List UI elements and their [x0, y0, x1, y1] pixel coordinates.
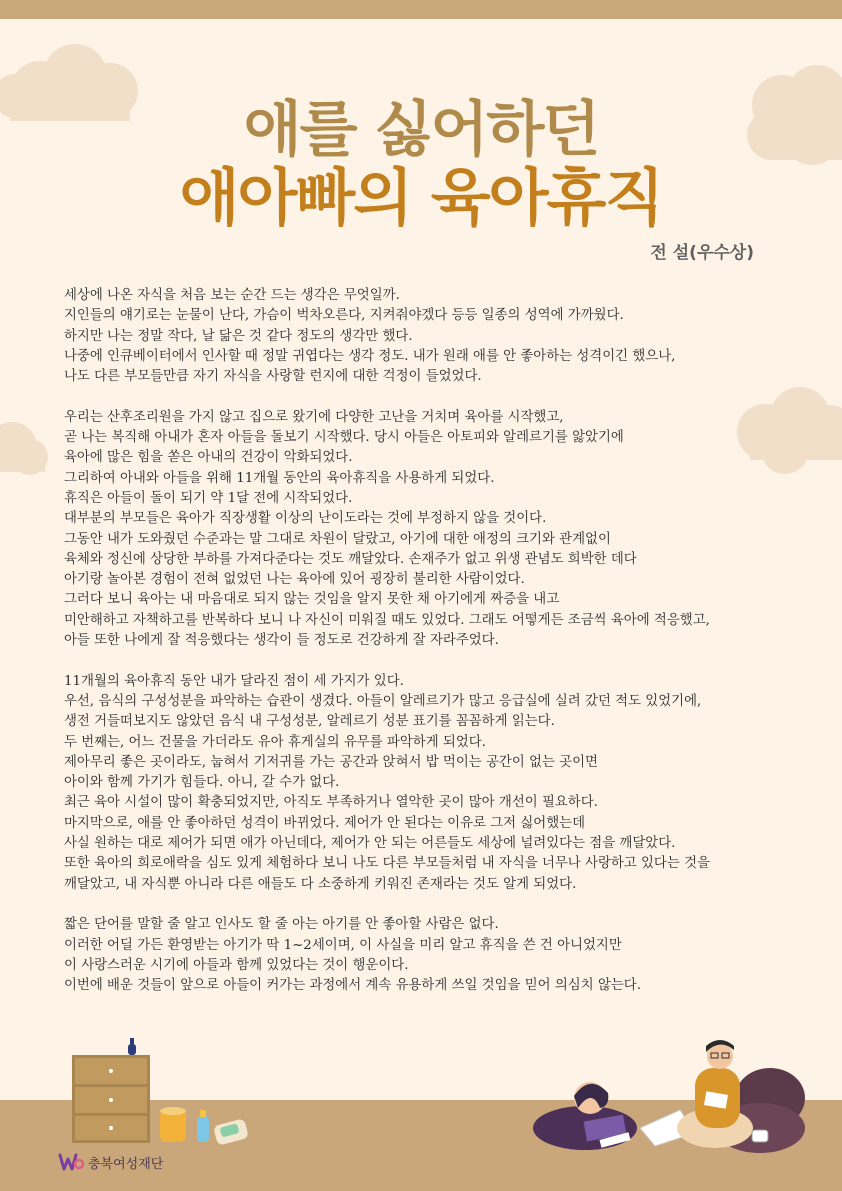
foundation-logo-text: 충북여성재단 — [88, 1156, 164, 1172]
body-line: 곧 나는 복직해 아내가 혼자 아들을 돌보기 시작했다. 당시 아들은 아토피와 알레르기를 앓았기에 — [64, 430, 624, 446]
paragraph-gap — [64, 651, 812, 671]
dresser-illustration — [60, 1030, 260, 1150]
body-line: 최근 육아 시설이 많이 확충되었지만, 아직도 부족하거나 열악한 곳이 많아 개선이 필요하다. — [64, 795, 598, 811]
body-line: 아들 또한 나에게 잘 적응했다는 생각이 들 정도로 건강하게 잘 자라주었다. — [64, 633, 499, 649]
body-line: 아이와 함께 가기가 힘들다. 아니, 갈 수가 없다. — [64, 775, 340, 791]
paragraph-gap — [64, 387, 812, 407]
foundation-logo — [58, 1152, 163, 1172]
body-line: 그러다 보니 육아는 내 마음대로 되지 않는 것임을 알지 못한 채 아기에게 짜증을 내고 — [64, 592, 560, 608]
body-line: 그동안 내가 도와줬던 수준과는 말 그대로 차원이 달랐고, 아기에 대한 애정의 크기와 관계없이 — [64, 531, 611, 547]
body-line: 아기랑 놀아본 경험이 전혀 없었던 나는 육아에 있어 굉장히 불리한 사람이었다. — [64, 572, 525, 588]
body-line: 나도 다른 부모들만큼 자기 자식을 사랑할 런지에 대한 걱정이 들었었다. — [64, 369, 482, 385]
author-credit: 전 설(우수상) — [650, 243, 754, 263]
body-line: 미안해하고 자책하고를 반복하다 보니 나 자신이 미워질 때도 있었다. 그래도 어떻게든 조금씩 육아에 적응했고, — [64, 612, 710, 628]
body-line: 지인들의 얘기로는 눈물이 난다, 가슴이 벅차오른다, 지켜줘야겠다 등등 일종의 성역에 가까웠다. — [64, 308, 624, 324]
body-line: 사실 원하는 대로 제어가 되면 애가 아닌데다, 제어가 안 되는 어른들도 세상에 널려있다는 점을 깨달았다. — [64, 836, 676, 852]
body-line: 생전 거들떠보지도 않았던 음식 내 구성성분, 알레르기 성분 표기를 꼼꼼하게 읽는다. — [64, 714, 555, 730]
paragraph-gap — [64, 895, 812, 915]
body-line: 깨달았고, 내 자식뿐 아니라 다른 애들도 다 소중하게 키워진 존재라는 것도 알게 되었다. — [64, 876, 577, 892]
body-line: 우선, 음식의 구성성분을 파악하는 습관이 생겼다. 아들이 알레르기가 많고 응급실에 실려 갔던 적도 있었기에, — [64, 693, 702, 709]
body-line: 이번에 배운 것들이 앞으로 아들이 커가는 과정에서 계속 유용하게 쓰일 것임을 믿어 의심치 않는다. — [64, 978, 642, 994]
parents-reading-illustration — [530, 1038, 810, 1158]
body-line: 세상에 나온 자식을 처음 보는 순간 드는 생각은 무엇일까. — [64, 288, 400, 303]
body-line: 또한 육아의 희로애락을 심도 있게 체험하다 보니 나도 다른 부모들처럼 내 자식을 너무나 사랑하고 있다는 것을 — [64, 856, 710, 872]
body-line: 이러한 어딜 가든 환영받는 아기가 딱 1~2세이며, 이 사실을 미리 알고 휴직을 쓴 건 아니었지만 — [64, 937, 622, 953]
page-title-line1: 애를 싫어하던 — [243, 95, 599, 165]
page-title-line2: 애아빠의 육아휴직 — [179, 161, 663, 234]
body-line: 육체와 정신에 상당한 부하를 가져다준다는 것도 깨달았다. 손재주가 없고 위생 관념도 희박한 데다 — [64, 551, 637, 567]
body-line: 제아무리 좋은 곳이라도, 눕혀서 기저귀를 가는 공간과 앉혀서 밥 먹이는 공간이 없는 곳이면 — [64, 754, 598, 770]
top-accent-bar — [0, 0, 842, 19]
cloud-decoration-left-middle — [0, 412, 50, 482]
body-line: 짧은 단어를 말할 줄 알고 인사도 할 줄 아는 아기를 안 좋아할 사람은 없다. — [64, 917, 499, 933]
essay-body — [64, 286, 812, 996]
body-line: 마지막으로, 애를 안 좋아하던 성격이 바뀌었다. 제어가 안 된다는 이유로 그저 싫어했는데 — [64, 815, 586, 831]
body-line: 그리하여 아내와 아들을 위해 11개월 동안의 육아휴직을 사용하게 되었다. — [64, 470, 495, 486]
body-line: 11개월의 육아휴직 동안 내가 달라진 점이 세 가지가 있다. — [64, 673, 404, 689]
body-line: 이 사랑스러운 시기에 아들과 함께 있었다는 것이 행운이다. — [64, 957, 409, 973]
body-line: 두 번째는, 어느 건물을 가더라도 유아 휴게실의 유무를 파악하게 되었다. — [64, 734, 486, 750]
body-line: 나중에 인큐베이터에서 인사할 때 정말 귀엽다는 생각 정도. 내가 원래 애를 안 좋아하는 성격이긴 했으나, — [64, 348, 676, 364]
body-line: 대부분의 부모들은 육아가 직장생활 이상의 난이도라는 것에 부정하지 않을 것이다. — [64, 511, 547, 527]
body-line: 휴직은 아들이 돌이 되기 약 1달 전에 시작되었다. — [64, 490, 353, 506]
body-line: 우리는 산후조리원을 가지 않고 집으로 왔기에 다양한 고난을 거치며 육아를 시작했고, — [64, 409, 564, 425]
body-line: 육아에 많은 힘을 쏟은 아내의 건강이 악화되었다. — [64, 450, 353, 466]
foundation-logo-icon — [58, 1152, 84, 1172]
body-line: 하지만 나는 정말 작다, 날 닮은 것 같다 정도의 생각만 했다. — [64, 328, 413, 344]
